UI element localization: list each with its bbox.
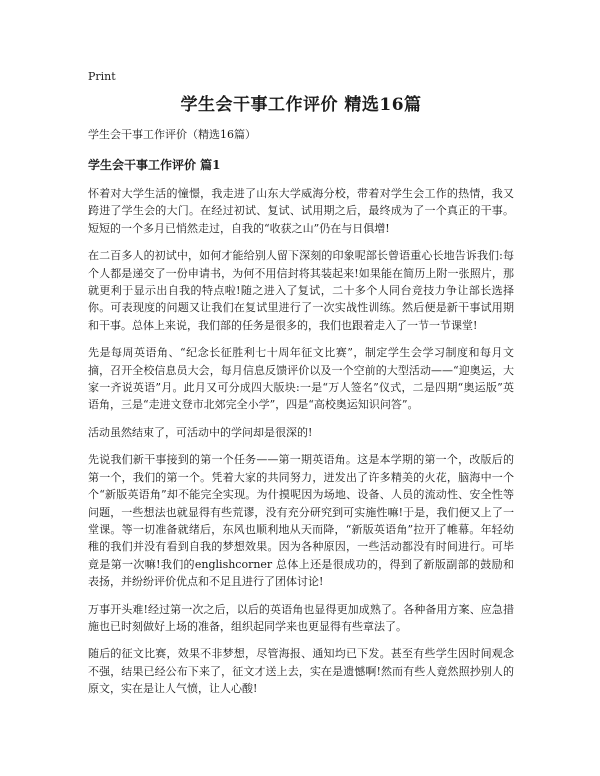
paragraph-3: 先是每周英语角、“纪念长征胜利七十周年征文比赛”，制定学生会学习制度和每月文摘，召开全校信息员大会，每月信息反馈评价以及一个空前的大型活动——“迎奥运，大家一齐说英语”月。此月又可分成四大版块:一是“万人签名”仪式，二是四期“奥运版”英语角，三是“走进文登市北郊完全小学”，四是“高校奥运知识问答”。	[88, 346, 514, 412]
paragraph-5: 先说我们新干事接到的第一个任务——第一期英语角。这是本学期的第一个，改版后的第一个，我们的第一个。凭着大家的共同努力，迸发出了许多精美的火花，脑海中一个个“新版英语角”却不能完全实现。为什摸呢因为场地、设备、人员的流动性、安全性等问题，一些想法也就显得有些荒谬，没有充分研究到可实施性嘛!于是，我们便又上了一堂课。等一切准备就绪后，东风也顺利地从天而降，“新版英语角”拉开了帷幕。年轻幼稚的我们并没有看到自我的梦想效果。因为各种原因，一些活动都没有时间进行。可毕竟是第一次嘛!我们的englishcorner 总体上还是很成功的，得到了新版副部的鼓励和表扬，并纷纷评价优点和不足且进行了团体讨论!	[88, 453, 514, 589]
paragraph-1: 怀着对大学生活的憧憬，我走进了山东大学威海分校，带着对学生会工作的热情，我又跨进了学生会的大门。在经过初试、复试、试用期之后，最终成为了一个真正的干事。短短的一个多月已悄然走过，自我的“收获之山”仍在与日俱增!	[88, 187, 514, 235]
document-subtitle: 学生会干事工作评价（精选16篇）	[88, 128, 256, 141]
document-title: 学生会干事工作评价 精选16篇	[180, 95, 422, 115]
paragraph-6: 万事开头难!经过第一次之后，以后的英语角也显得更加成熟了。各种备用方案、应急措施也已时刻做好上场的准备，组织起同学来也更显得有些章法了。	[88, 602, 514, 633]
paragraph-2: 在二百多人的初试中，如何才能给别人留下深刻的印象呢部长曾语重心长地告诉我们:每个人都是递交了一份申请书，为何不用信封将其装起来!如果能在简历上附一张照片，那就更利于显示出自我的特点啦!随之进入了复试，二十多个人同台竞技力争让部长选择你。可表现度的问题又让我们在复试里进行了一次实战性训练。然后便是新干事试用期和干事。总体上来说，我们部的任务是很多的，我们也跟着走入了一节一节课堂!	[88, 249, 514, 332]
paragraph-4: 活动虽然结束了，可活动中的学问却是很深的!	[88, 425, 313, 439]
paragraph-7: 随后的征文比赛，效果不非梦想，尽管海报、通知均已下发。甚至有些学生因时间观念不强，结果已经公布下来了，征文才送上去，实在是遗憾啊!然而有些人竟然照抄别人的原文，实在是让人气愤，让人心酸!	[88, 647, 514, 696]
print-label[interactable]: Print	[88, 70, 116, 83]
section-heading: 学生会干事工作评价 篇1	[88, 158, 221, 172]
